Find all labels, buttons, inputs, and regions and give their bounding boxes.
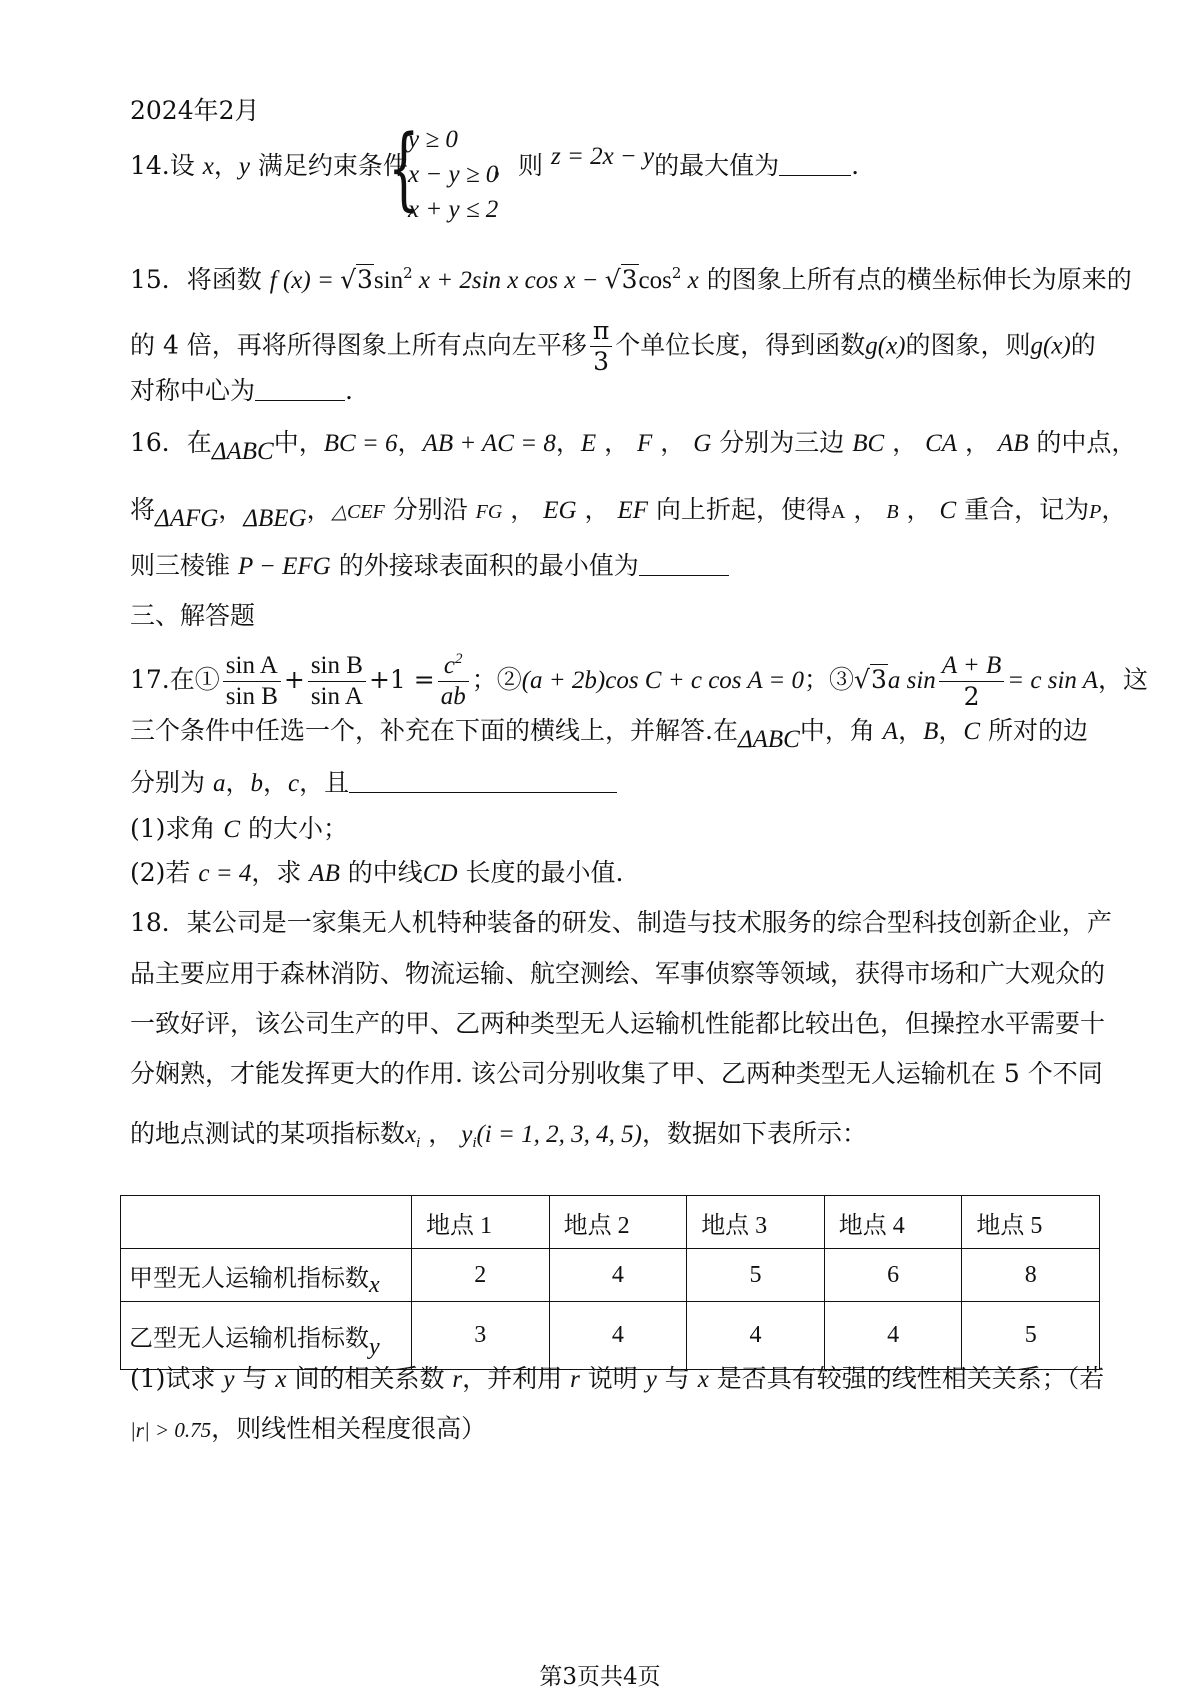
answer-blank[interactable]: [779, 153, 851, 176]
data-table: [120, 1195, 1100, 1370]
constraint-3: x + y ≤ 2: [408, 196, 499, 223]
table-row: 甲型无人运输机指标数x 2 4 5 6 8: [121, 1249, 1100, 1302]
table-header-row: 地点 1 地点 2 地点 3 地点 4 地点 5: [121, 1196, 1100, 1249]
constraint-2: x − y ≥ 0: [408, 161, 499, 188]
page-number: 第3页共4页: [539, 1664, 661, 1690]
table-row: 乙型无人运输机指标数y 3 4 4 4 5: [121, 1302, 1100, 1370]
system-brace: {: [388, 116, 420, 221]
objective-function: z = 2x − y: [550, 143, 655, 170]
header-date: 2024年2月: [130, 96, 260, 125]
constraint-1: y ≥ 0: [408, 126, 458, 153]
pi-over-3: $\frac{\pi}{3}$: [590, 318, 612, 376]
condition-blank[interactable]: [349, 770, 617, 793]
answer-blank[interactable]: [255, 378, 345, 401]
answer-blank[interactable]: [639, 553, 729, 576]
section-heading: 三、解答题: [130, 601, 256, 630]
